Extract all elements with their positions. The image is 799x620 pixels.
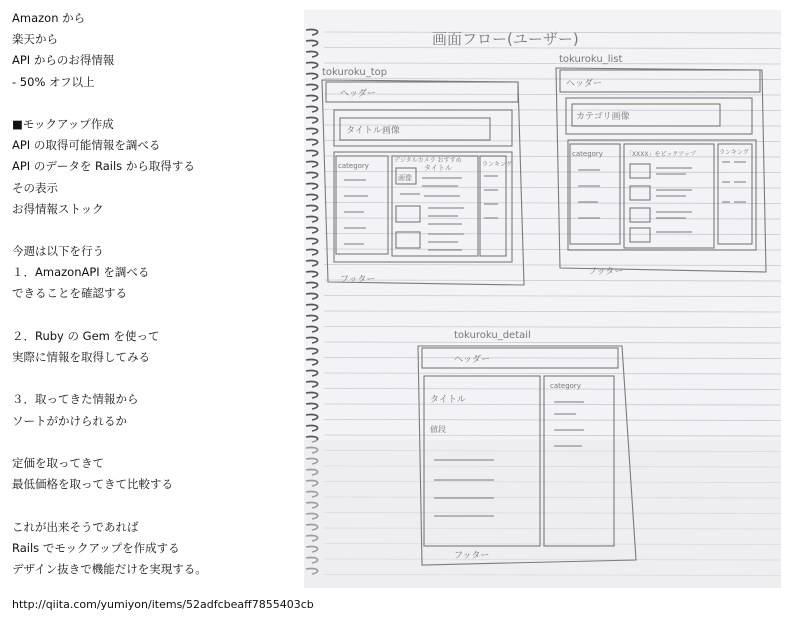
blank-line: [12, 432, 302, 453]
note-line: １．AmazonAPI を調べる: [12, 265, 150, 280]
note-line: Amazon から: [12, 11, 86, 25]
list-footer: フッター: [588, 267, 624, 277]
top-side: ランキング: [482, 161, 512, 168]
detail-footer: フッター: [454, 551, 490, 561]
note-line: API からのお得情報: [12, 53, 115, 68]
list-header: ヘッダー: [566, 79, 603, 89]
blank-line: [12, 220, 302, 241]
top-header: ヘッダー: [340, 89, 377, 99]
detail-header: ヘッダー: [454, 355, 491, 365]
note-line: ソートがかけられるか: [12, 413, 127, 428]
top-footer: フッター: [340, 275, 376, 285]
sketch-title: 画面フロー(ユーザー): [432, 30, 579, 48]
blank-line: [12, 93, 302, 114]
detail-label: tokuroku_detail: [454, 330, 531, 341]
notes-column: [12, 8, 302, 580]
list-featured: 「XXXX」をピックアップ: [626, 151, 696, 158]
note-line: ３．取ってきた情報から: [12, 392, 139, 407]
top-item-image: 画像: [398, 174, 412, 182]
note-line: お得情報ストック: [12, 201, 104, 216]
list-category: category: [572, 150, 603, 158]
top-item-title: タイトル: [424, 164, 452, 172]
note-line: - 50% オフ以上: [12, 74, 95, 89]
list-label: tokuroku_list: [559, 54, 623, 65]
note-line: 今週は以下を行う: [12, 244, 104, 259]
list-title-text: カテゴリ画像: [576, 112, 630, 122]
note-line: Rails でモックアップを作成する: [12, 540, 180, 555]
note-line: ２．Ruby の Gem を使って: [12, 328, 160, 343]
blank-line: [12, 495, 302, 516]
note-line: できることを確認する: [12, 286, 127, 301]
list-side: ランキング: [719, 149, 749, 156]
detail-price: 値段: [430, 425, 446, 434]
note-line: 定価を取ってきて: [12, 455, 104, 470]
note-line: 実際に情報を取得してみる: [12, 350, 150, 364]
note-line: その表示: [12, 180, 58, 195]
sketch-photo: [304, 10, 781, 588]
note-line: これが出来そうであれば: [12, 519, 139, 534]
note-line: 楽天から: [12, 32, 58, 47]
note-line: 最低価格を取ってきて比較する: [12, 477, 173, 492]
blank-line: [12, 368, 302, 389]
note-line: API の取得可能情報を調べる: [12, 138, 161, 153]
note-line: デザイン抜きで機能だけを実現する。: [12, 561, 207, 576]
note-line: ■モックアップ作成: [12, 116, 114, 131]
top-label: tokuroku_top: [322, 67, 388, 78]
top-featured: デジタルカメラ おすすめ: [394, 157, 462, 164]
detail-category: category: [550, 382, 581, 390]
blank-line: [12, 305, 302, 326]
note-line: API のデータを Rails から取得する: [12, 159, 195, 174]
source-url[interactable]: http://qiita.com/yumiyon/items/52adfcbeaff7855403cb: [12, 598, 314, 611]
top-title-text: タイトル画像: [346, 126, 400, 136]
top-category: category: [338, 162, 369, 170]
detail-title: タイトル: [430, 395, 466, 405]
